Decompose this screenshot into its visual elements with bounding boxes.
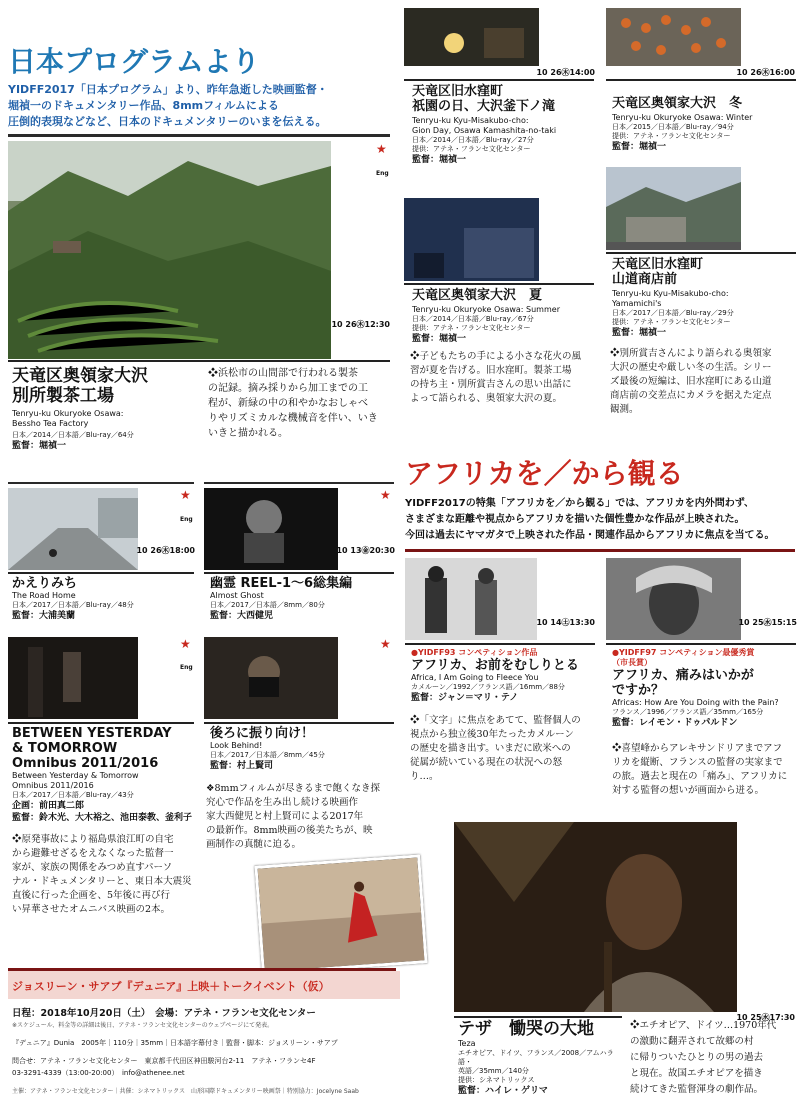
pain-still-image [606,558,741,640]
divider [8,360,390,362]
event-contact: 問合せ：アテネ・フランセ文化センター 東京都千代田区神田駿河台2-11 アテネ・フランセ4F [12,1057,316,1065]
divider [606,79,796,81]
winter-still-image [606,8,741,66]
film-title: 天竜区奥領家大沢 夏 [412,288,543,303]
film-director: 監督：大浦美蘭 [12,611,76,621]
japan-intro: YIDFF2017「日本プログラム」より、昨年急逝した映画監督・ 堀禎一のドキュメンタリー作品、8mmフィルムによる 圧倒的表現などなど、日本のドキュメンタリーのいまを伝える。 [8,83,328,128]
divider [405,643,595,645]
screening-date: 10 26㊍16:00 [736,68,795,77]
dunia-still-image [254,854,427,974]
english-subtitle-badge: Eng [376,170,389,177]
event-schedule: 日程：2018年10月20日（土） 会場：アテネ・フランセ文化センター [12,1008,316,1019]
film-director: 監督：堀禎一 [12,441,67,451]
divider [204,722,394,724]
summer-entry [412,288,602,345]
film-title: 別所製茶工場 [12,386,114,406]
award-badge: （市長賞） [612,658,652,667]
film-title: アフリカ、お前をむしりとる [411,658,579,673]
star-icon: ★ [380,637,391,651]
divider [454,1016,622,1018]
film-director: 監督：堀禎一 [412,155,467,165]
film-meta: エチオピア、ドイツ、フランス／2008／アムハラ語・ [458,1049,614,1066]
between-description: ❖原発事故により福島県浪江町の自宅 から避難せざるをえなくなった監督一 家が、家族の関係をみつめ直すパーソ ナル・ドキュメンタリーと、東日本大震災 直後に行った企画を、5年後に再び行 い昇華させたオムニバス映画の2本。 [12,834,192,915]
film-director: 監督：堀禎一 [412,334,467,344]
film-meta: カメルーン／1992／フランス語／16mm／88分 [411,683,565,691]
film-title: 天竜区奥領家大沢 [12,366,148,386]
film-meta: 提供：アテネ・フランセ文化センター [612,132,731,140]
star-icon: ★ [380,488,391,502]
film-english-title: Tenryu-ku Okuryoke Osawa: Summer [412,305,560,314]
screening-date: 10 26㊍18:00 [136,546,195,555]
teza-description: ❖エチオピア、ドイツ…1970年代 の激動に翻弄されて故郷の村 に帰りついたひとりの男の過去 と現在。故国エチオピアを描き 続けてきた監督渾身の劇作品。 [630,1020,777,1095]
lookbehind-still-image [204,637,338,719]
yamamichi-still-image [606,167,741,250]
between-entry [12,726,202,824]
english-subtitle-badge: Eng [180,664,193,671]
event-note: ※スケジュール、料金等の詳細は後日、アテネ・フランセ文化センターのウェブページにて発表。 [12,1022,274,1029]
africa-intro: YIDFF2017の特集「アフリカを／から観る」では、アフリカを内外問わず、 さまざまな距離や視点からアフリカを描いた個性豊かな作品が上映された。 今回は過去にヤマガタで上映された作品・関連作品からアフリカに焦点を当てる。 [405,498,775,541]
film-english-title: The Road Home [12,591,76,600]
bessho-entry [12,366,212,452]
star-icon: ★ [180,488,191,502]
event-title: ジョスリーン・サアブ『デュニア』上映＋トークイベント（仮） [12,980,330,993]
divider [606,643,796,645]
lookbehind-entry [210,726,395,772]
divider [404,283,594,285]
misakubo-still-image [404,8,539,66]
ghost-still-image [204,488,338,570]
film-meta: 提供：アテネ・フランセ文化センター [412,145,531,153]
film-title: 幽霊 REEL-1〜6総集編 [210,576,353,591]
film-english-title: Between Yesterday & Tomorrow [12,771,139,780]
pain-description: ❖喜望峰からアレキサンドリアまでアフ リカを縦断、フランスの監督の実家まで の旅。過去と現在の「痛み」、アフリカに 対する監督の想いが画面から迸る。 [612,743,788,796]
screening-date: 10 26㊍12:30 [331,320,390,329]
fleece-entry [411,648,601,704]
film-meta: 日本／2014／日本語／Blu-ray／64分 [12,431,134,439]
film-meta: フランス／1996／フランス語／35mm／165分 [612,708,764,716]
fleece-description: ❖「文字」に焦点をあてて、監督個人の 視点から独立後30年たったカメルーン の歴史を描き出す。いまだに欧米への 従属が続いている現在の状況への怒 り…。 [410,715,581,782]
divider [204,482,394,484]
film-english-title: Bessho Tea Factory [12,419,89,428]
film-meta: 提供：シネマトリックス [458,1076,535,1084]
divider [8,482,194,484]
film-meta: 日本／2015／日本語／Blu-ray／94分 [612,123,734,131]
star-icon: ★ [180,637,191,651]
divider [8,722,194,724]
film-meta: 日本／2017／日本語／Blu-ray／43分 [12,791,134,799]
film-title: 後ろに振り向け！ [210,726,315,741]
film-english-title: Africas: How Are You Doing with the Pain? [612,698,779,707]
film-english-title: Tenryu-ku Kyu-Misakubo-cho: [412,116,529,125]
film-title: 山道商店前 [612,272,678,287]
film-meta: 日本／2017／日本語／8mm／80分 [210,601,325,609]
fleece-still-image [405,558,537,640]
film-meta: 日本／2017／日本語／8mm／45分 [210,751,325,759]
film-meta: 日本／2017／日本語／Blu-ray／29分 [612,309,734,317]
divider [8,134,390,137]
film-director: 監督：村上賢司 [210,761,274,771]
event-credits: 主催：アテネ・フランセ文化センター｜共催：シネマトリックス 山形国際ドキュメンタリー映画祭｜特別協力：Jocelyne Saab [12,1088,359,1095]
film-title: 天竜区旧水窪町 [412,84,504,99]
event-contact-phone: 03-3291-4339（13:00-20:00） info@athenee.net [12,1069,185,1077]
bessho-still-image [8,141,331,359]
film-director: 監督：レイモン・ドゥパルドン [612,718,738,728]
film-title: 祇園の日、大沢釜下ノ滝 [412,99,556,114]
divider [8,572,194,574]
divider [404,79,594,81]
screening-date: 10 14㊏13:30 [536,618,595,627]
bessho-description: ❖浜松市の山間部で行われる製茶 の記録。摘み採りから加工までの工 程が、新緑の中の和やかなおしゃべ りやリズミカルな機械音を伴い、いき いきと描かれる。 [208,368,378,439]
winter-entry [612,96,800,153]
film-meta: 英語／35mm／140分 [458,1067,529,1075]
film-title: BETWEEN YESTERDAY [12,726,172,741]
film-meta: 日本／2014／日本語／Blu-ray／27分 [412,136,534,144]
roadhome-entry [12,576,197,622]
film-english-title: Gion Day, Osawa Kamashita-no-taki [412,126,557,135]
teza-still-image [454,822,737,1012]
pain-entry [612,648,800,729]
film-title: かえりみち [12,576,78,591]
africa-section-heading: アフリカを／から観る [405,457,684,490]
film-title: Omnibus 2011/2016 [12,756,159,771]
film-english-title: Almost Ghost [210,591,264,600]
film-meta: 提供：アテネ・フランセ文化センター [412,324,531,332]
film-director: 監督：ジャン＝マリ・テノ [411,693,519,703]
film-title: アフリカ、痛みはいかが [612,668,754,683]
film-english-title: Look Behind! [210,741,263,750]
film-meta: 日本／2014／日本語／Blu-ray／67分 [412,315,534,323]
teza-entry [458,1019,626,1097]
screening-date: 10 26㊍14:00 [536,68,595,77]
film-title: & TOMORROW [12,741,118,756]
between-still-image [8,637,138,719]
film-english-title: Tenryu-ku Okuryoke Osawa: Winter [612,113,753,122]
screening-date: 10 25㊌17:30 [736,1013,795,1022]
summer-description: ❖子どもたちの手による小さな花火の風 習が夏を告げる。旧水窪町。製茶工場 の持ち主・別所賞吉さんの思い出話に よって語られる、奥領家大沢の夏。 [410,351,582,404]
film-planner: 企画：前田真二郎 [12,801,85,811]
roadhome-still-image [8,488,138,570]
yamamichi-description: ❖別所賞吉さんにより語られる奥領家 大沢の歴史や厳しい冬の生活。シリー ズ最後の短編は、旧水窪町にある山道 商店前の交差点にカメラを据えた定点 観測。 [610,348,772,415]
film-director: 監督：堀禎一 [612,142,667,152]
film-english-title: Tenryu-ku Kyu-Misakubo-cho: [612,289,729,298]
competition-badge: ●YIDFF93 コンペティション作品 [411,648,538,657]
ghost-entry [210,576,395,622]
film-director: 監督：ハイレ・ゲリマ [458,1086,548,1096]
divider [606,252,796,254]
film-title: 天竜区奥領家大沢 冬 [612,96,743,111]
yamamichi-entry [612,257,800,339]
divider [405,549,795,552]
lookbehind-description: ❖8mmフィルムが尽きるまで飽くなき探 究心で作品を生み出し続ける映画作 家大西健児と村上賢司による2017年 の最新作。8mm映画の後美たちが、映 画制作の真髄に迫る。 [206,783,380,850]
film-meta: 提供：アテネ・フランセ文化センター [612,318,731,326]
screening-date: 10 13㊎20:30 [336,546,395,555]
film-director: 監督：鈴木光、大木裕之、池田泰教、釜利子 [12,813,193,823]
film-english-title: Yamamichi's [612,299,662,308]
film-title: 天竜区旧水窪町 [612,257,704,272]
dunia-info: 『デュニア』Dunia 2005年｜110分｜35mm｜日本語字幕付き｜監督・脚本：ジョスリーン・サアブ [12,1039,338,1047]
film-director: 監督：大西健児 [210,611,274,621]
screening-date: 10 25㊌15:15 [738,618,797,627]
english-subtitle-badge: Eng [180,516,193,523]
film-english-title: Teza [458,1039,476,1048]
japan-section-heading: 日本プログラムより [8,45,260,78]
film-english-title: Africa, I Am Going to Fleece You [411,673,539,682]
star-icon: ★ [376,142,387,156]
film-english-title: Omnibus 2011/2016 [12,781,94,790]
misakubo-entry [412,84,602,166]
film-meta: 日本／2017／日本語／Blu-ray／48分 [12,601,134,609]
competition-badge: ●YIDFF97 コンペティション最優秀賞 [612,648,755,657]
film-director: 監督：堀禎一 [612,328,667,338]
film-english-title: Tenryu-ku Okuryoke Osawa: [12,409,124,418]
summer-still-image [404,198,539,281]
divider [204,572,394,574]
film-title: テザ 慟哭の大地 [458,1019,594,1039]
film-title: ですか？ [612,683,665,698]
